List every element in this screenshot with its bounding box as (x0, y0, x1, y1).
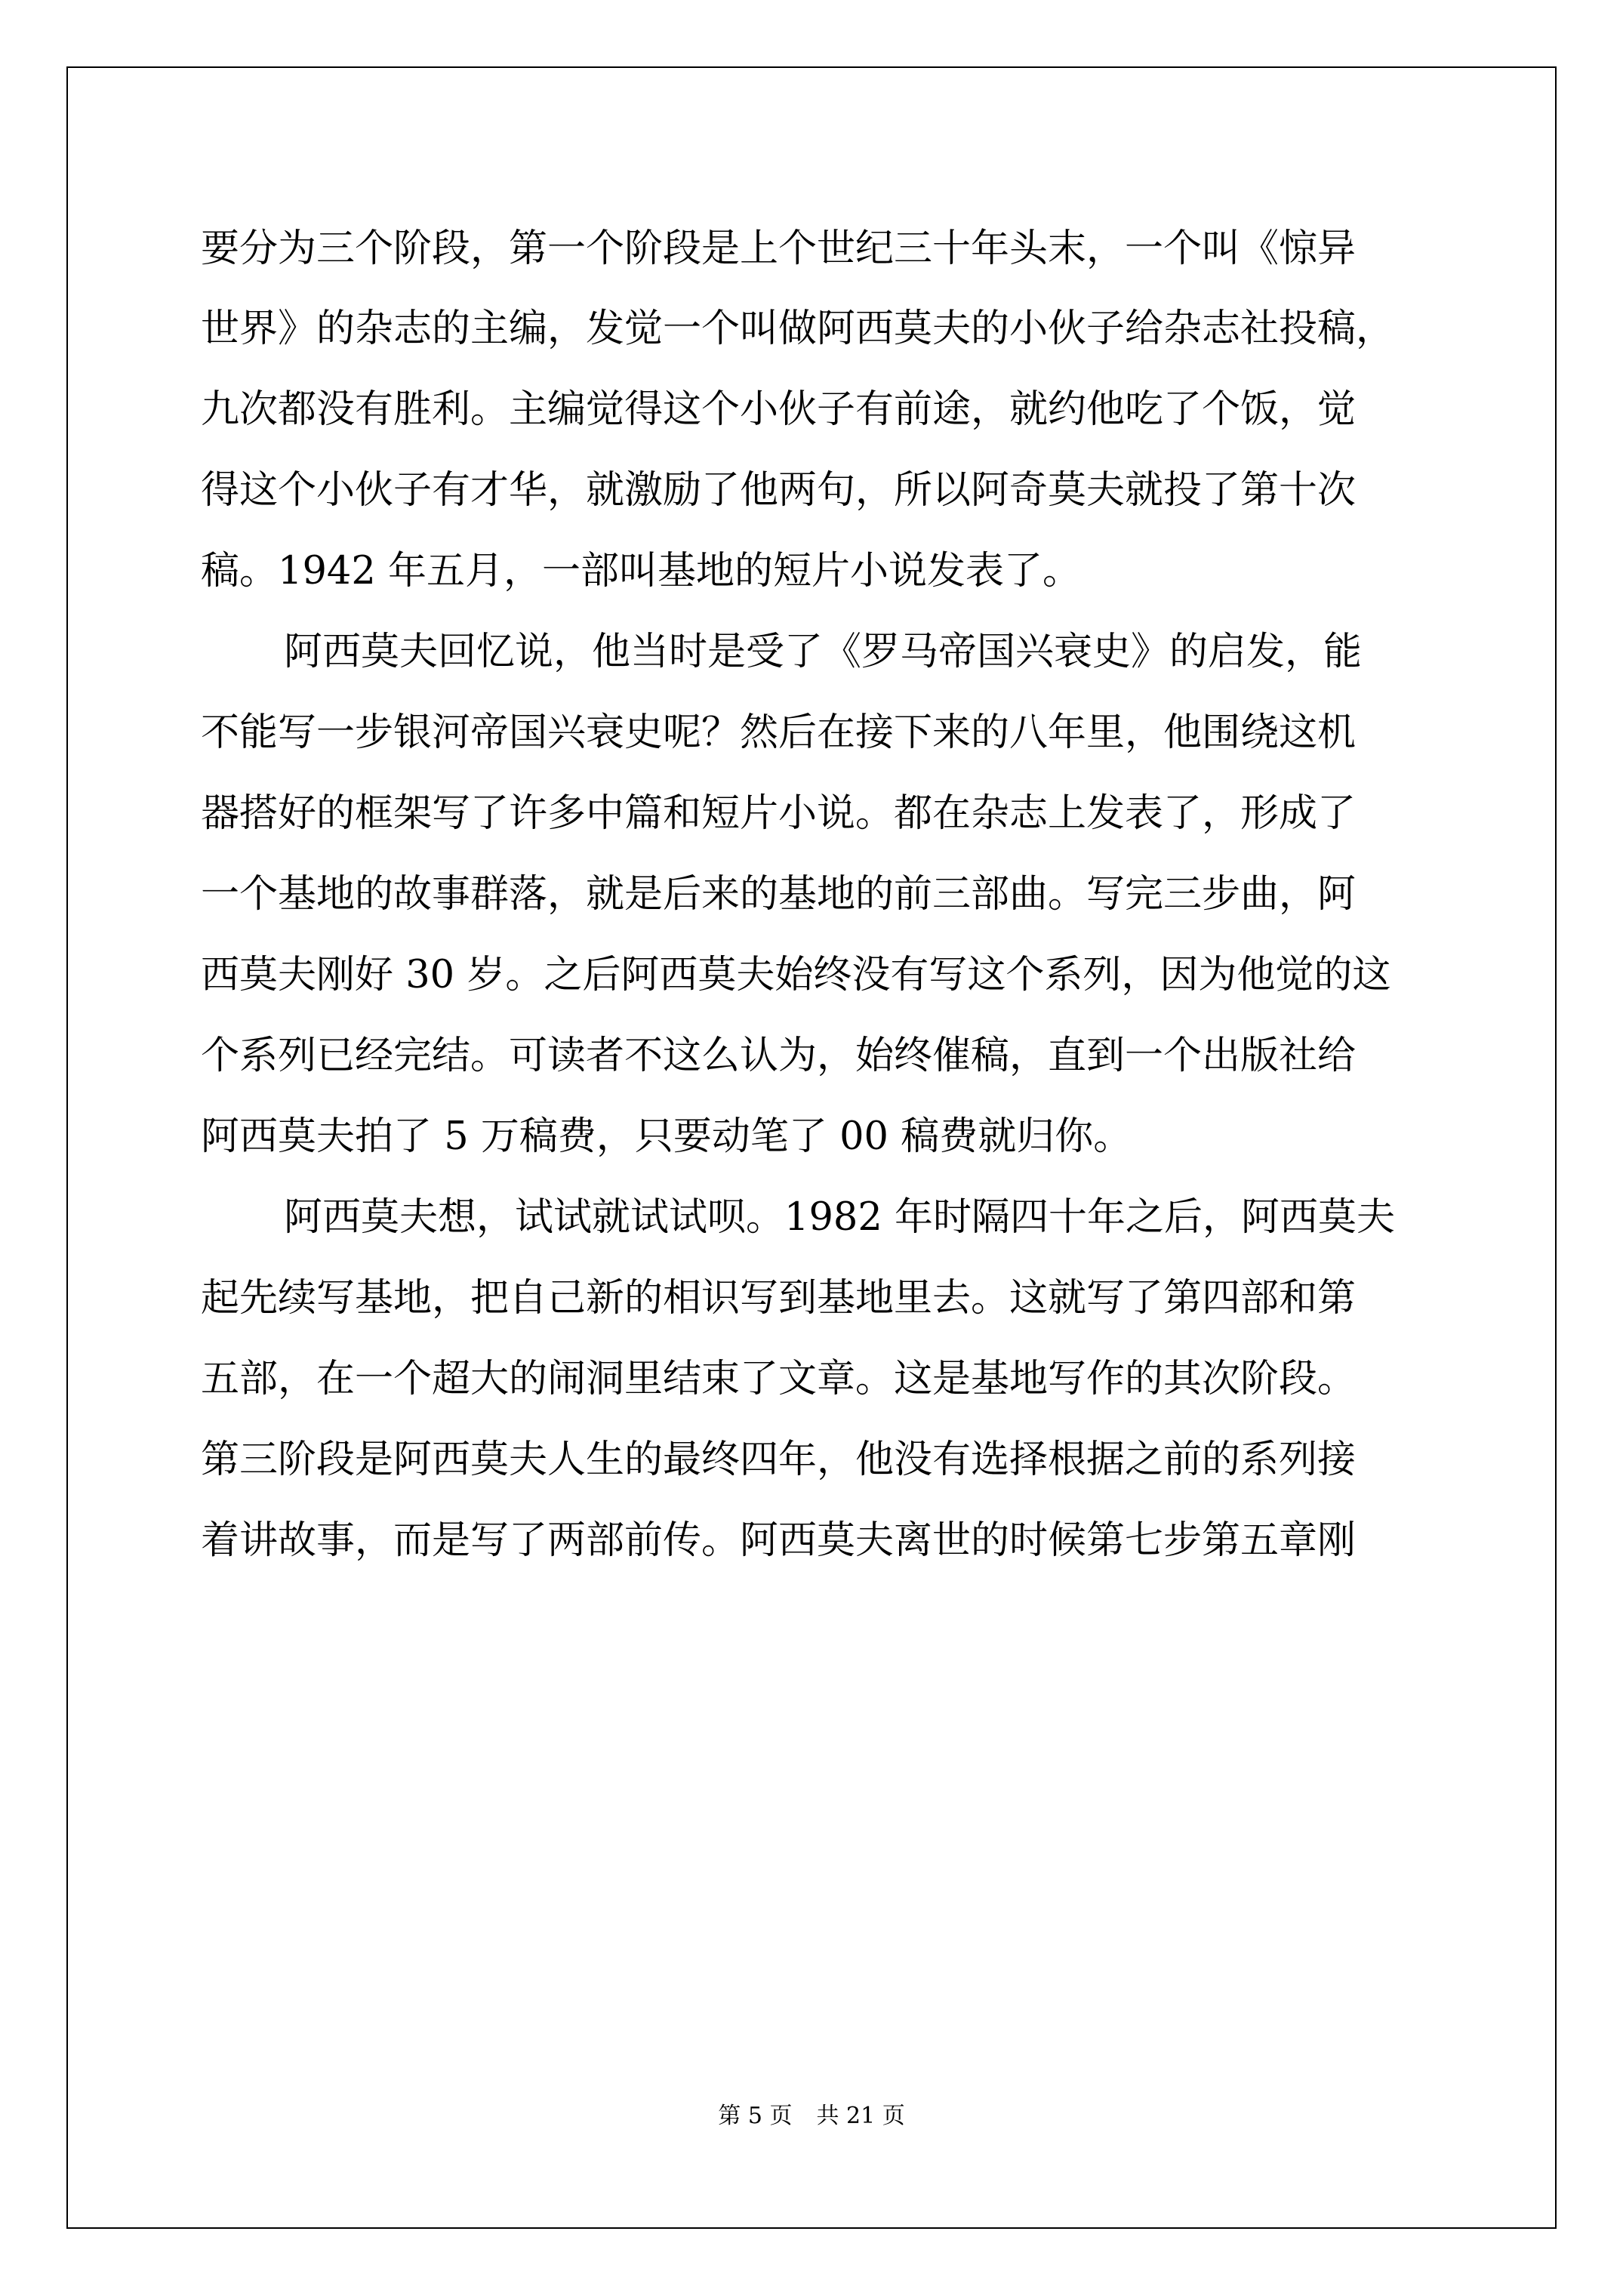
paragraph-first-line: 阿西莫夫想，试试就试试呗。1982 年时隔四十年之后，阿西莫夫 (284, 1195, 1396, 1240)
paragraph-first-line: 阿西莫夫回忆说，他当时是受了《罗马帝国兴衰史》的启发，能 (284, 630, 1363, 674)
text-line: 西莫夫刚好 30 岁。之后阿西莫夫始终没有写这个系列，因为他觉的这 (201, 953, 1391, 997)
text-line: 五部，在一个超大的闹洞里结束了文章。这是基地写作的其次阶段。 (201, 1357, 1357, 1401)
text-line: 第三阶段是阿西莫夫人生的最终四年，他没有选择根据之前的系列接 (201, 1438, 1357, 1482)
text-line: 世界》的杂志的主编，发觉一个叫做阿西莫夫的小伙子给杂志社投稿， (201, 307, 1395, 351)
page-footer (0, 2103, 1623, 2130)
text-line: 得这个小伙子有才华，就激励了他两句，所以阿奇莫夫就投了第十次 (201, 468, 1357, 513)
text-line: 不能写一步银河帝国兴衰史呢？然后在接下来的八年里，他围绕这机 (201, 710, 1357, 755)
text-line: 九次都没有胜利。主编觉得这个小伙子有前途，就约他吃了个饭，觉 (201, 387, 1357, 432)
page-number: 第 5 页 (718, 2103, 793, 2129)
page-total: 共 21 页 (816, 2103, 905, 2129)
text-line: 个系列已经完结。可读者不这么认为，始终催稿，直到一个出版社给 (201, 1034, 1357, 1078)
text-line: 要分为三个阶段，第一个阶段是上个世纪三十年头末，一个叫《惊异 (201, 227, 1357, 271)
text-line: 阿西莫夫拍了 5 万稿费，只要动笔了 00 稿费就归你。 (201, 1114, 1132, 1159)
text-line: 稿。1942 年五月，一部叫基地的短片小说发表了。 (201, 549, 1082, 593)
text-line: 一个基地的故事群落，就是后来的基地的前三部曲。写完三步曲，阿 (201, 872, 1357, 917)
text-line: 器搭好的框架写了许多中篇和短片小说。都在杂志上发表了，形成了 (201, 791, 1357, 836)
text-line: 着讲故事，而是写了两部前传。阿西莫夫离世的时候第七步第五章刚 (201, 1518, 1357, 1563)
text-line: 起先续写基地，把自己新的相识写到基地里去。这就写了第四部和第 (201, 1276, 1357, 1321)
